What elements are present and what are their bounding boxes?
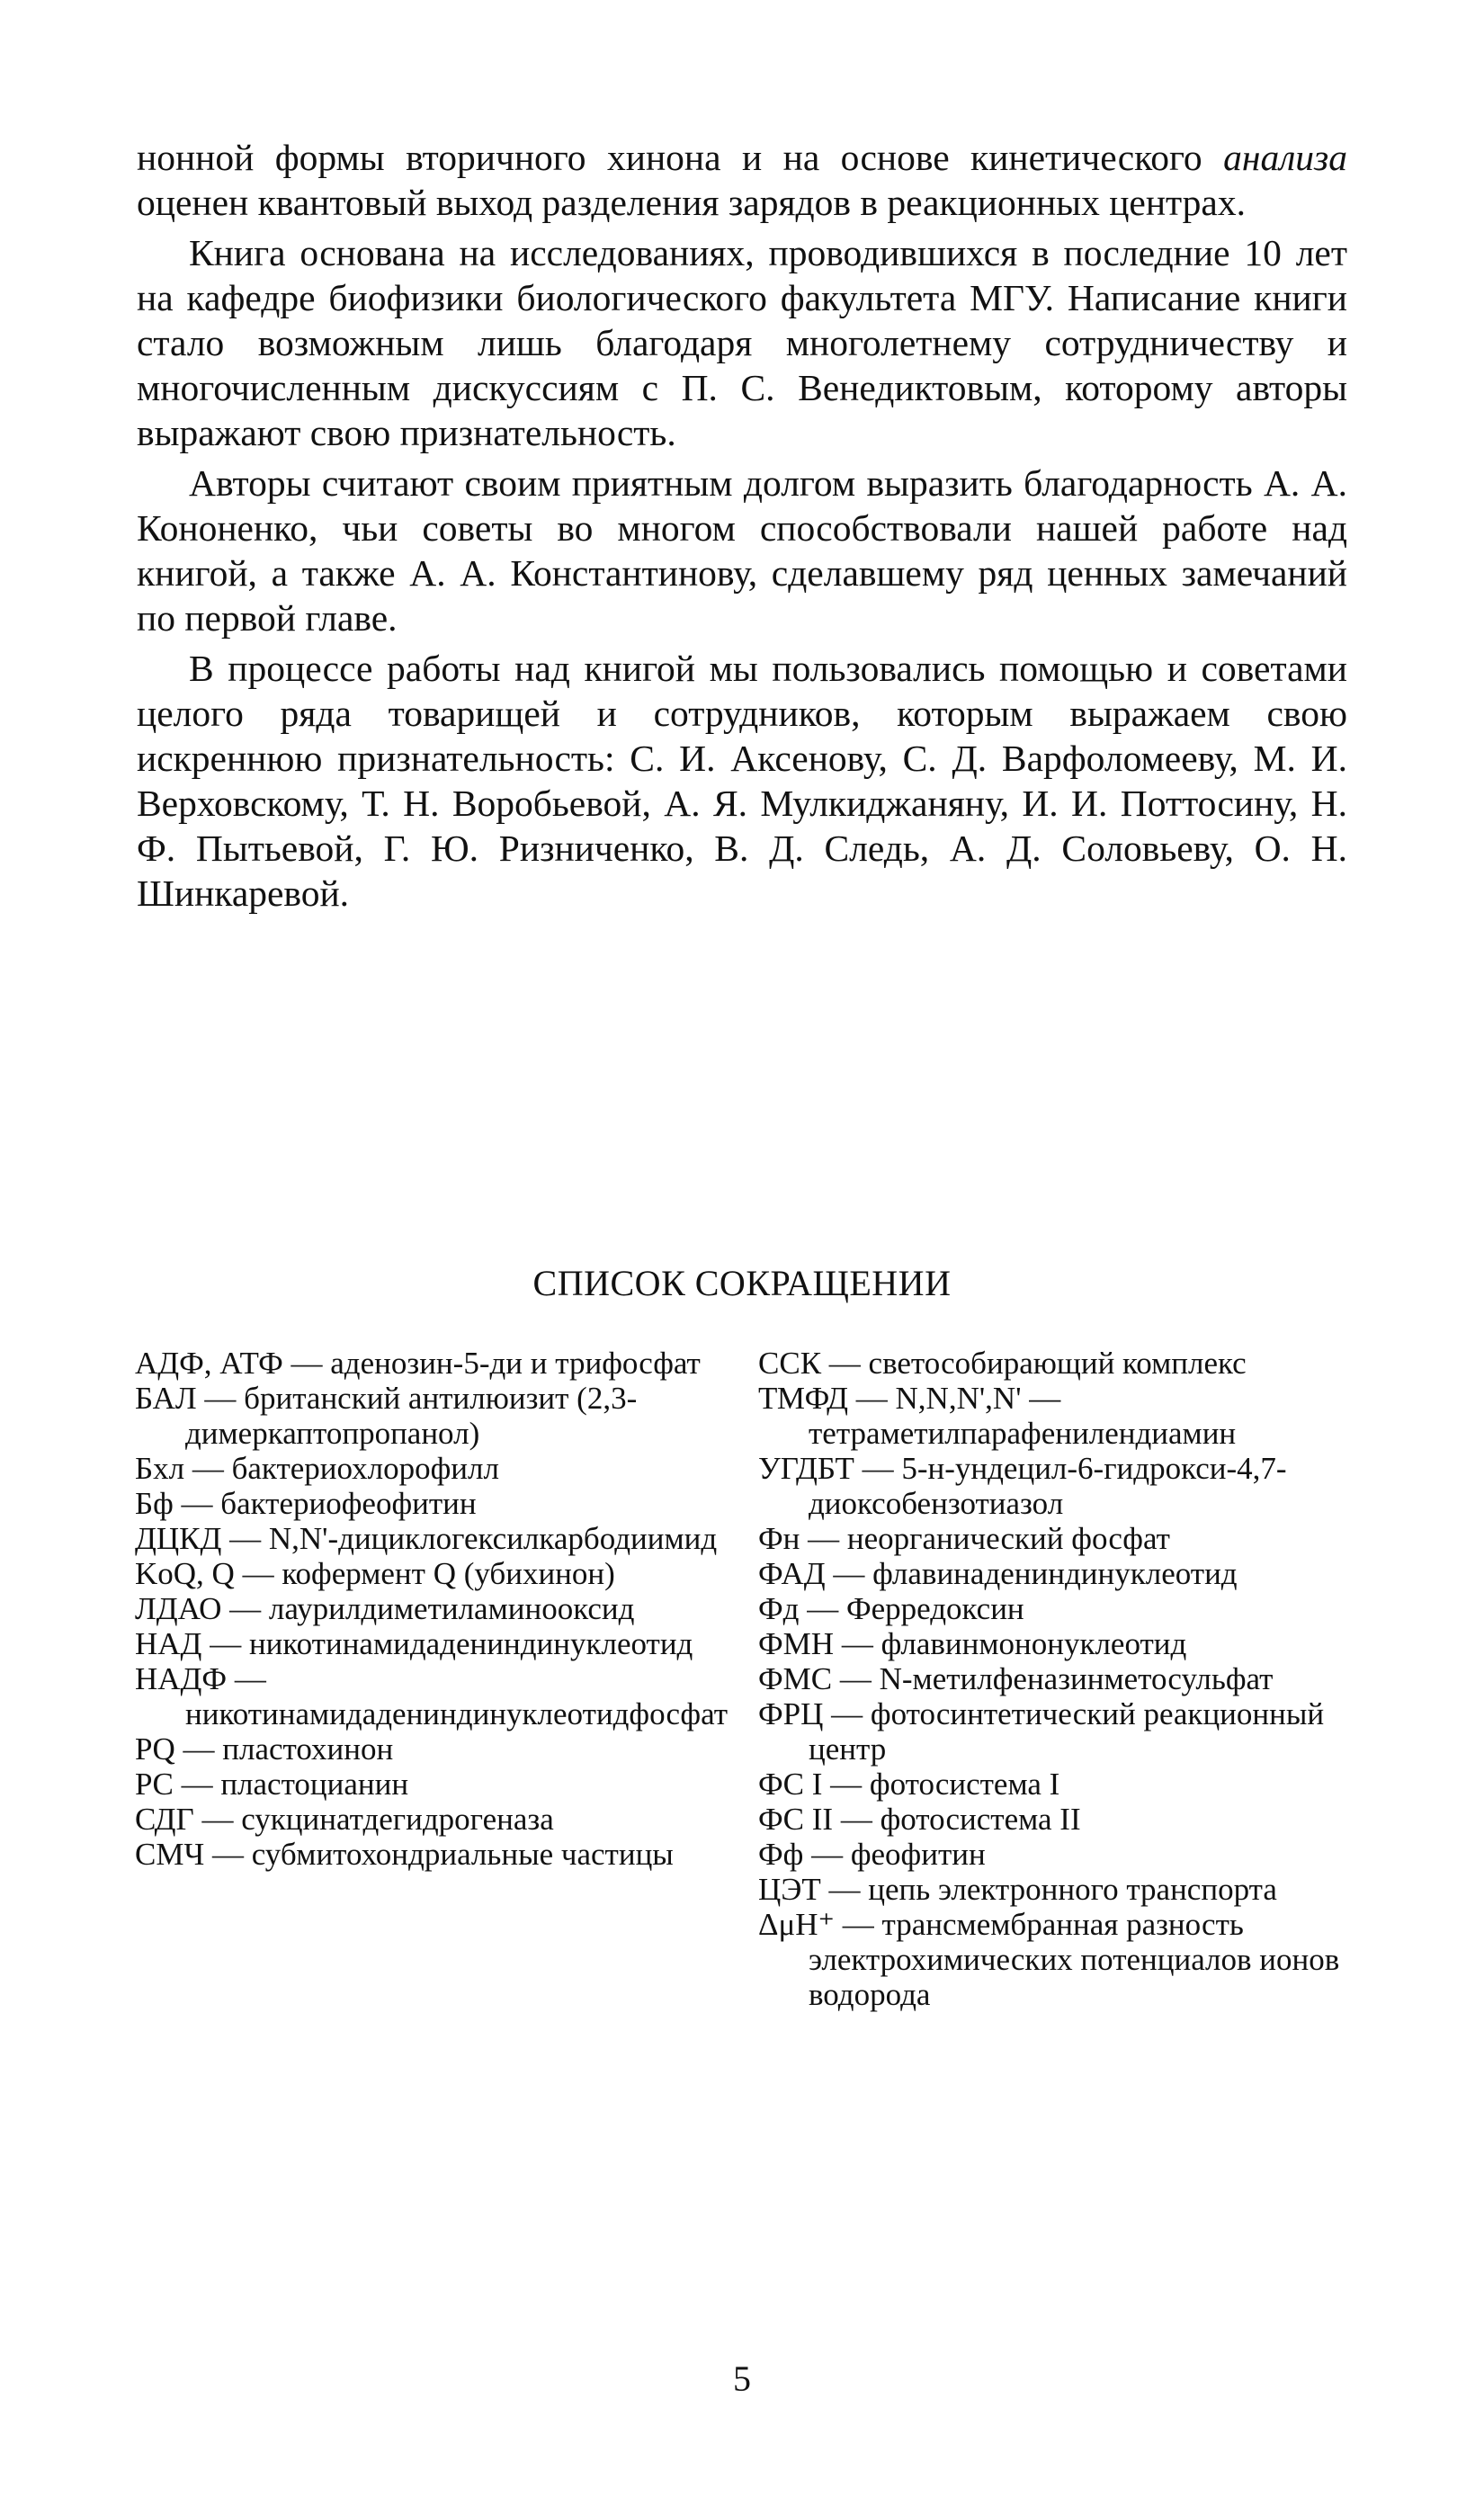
abbreviation-definition: цепь электронного транспорта [868,1872,1277,1907]
abbreviation-definition: никотинамидадениндинуклеотидфосфат [185,1696,729,1731]
abbreviation-dash: — [828,1872,861,1907]
abbreviation-term: СМЧ [135,1837,205,1872]
abbreviation-term: ФС I [758,1767,823,1802]
abbreviation-entry [758,1521,1370,1556]
abbreviation-dash: — [840,1802,872,1837]
abbreviation-definition: британский антилюизит (2,3-димеркаптопропанол) [185,1381,638,1451]
abbreviation-term: ЦЭТ [758,1872,821,1907]
abbreviation-definition: лаурилдиметиламинооксид [268,1591,635,1626]
abbreviation-term: ФРЦ [758,1696,824,1731]
abbreviation-definition: аденозин-5-ди и трифосфат [330,1346,701,1381]
abbreviation-definition: фотосистема II [880,1802,1081,1837]
abbreviation-dash: — [183,1731,215,1767]
abbreviation-definition: 5-н-ундецил-6-гидрокси-4,7-диоксобензотиазол [809,1451,1287,1521]
abbreviation-entry [758,1661,1370,1696]
abbreviation-entry [135,1661,729,1731]
abbreviation-term: Фн [758,1521,800,1556]
abbreviation-term: KoQ, Q [135,1556,235,1591]
abbreviation-term: НАД [135,1626,202,1661]
abbreviation-entry [135,1381,729,1451]
abbreviation-entry [135,1837,729,1872]
abbreviation-dash: — [841,1626,873,1661]
abbreviation-entry [758,1696,1370,1767]
abbreviation-dash: — [234,1661,266,1696]
abbreviation-dash: — [842,1907,874,1942]
paragraph-1 [137,135,1347,225]
abbreviation-term: НАДФ [135,1661,228,1696]
paragraph-2: Книга основана на исследованиях, проводившихся в последние 10 лет на кафедре биофизики биологического факультета МГУ. Написание книги стало возможным лишь благодаря многолетнему сотрудничеству и многочисленным дискуссиям с П. С. Венедиктовым, которому авторы выражают свою признательность. [137,232,1347,453]
abbreviation-definition: субмитохондриальные частицы [251,1837,674,1872]
abbreviation-term: PC [135,1767,174,1802]
abbreviation-entry [135,1486,729,1521]
abbreviation-dash: — [807,1591,839,1626]
abbreviation-definition: фотосистема I [869,1767,1060,1802]
abbreviation-entry [758,1556,1370,1591]
abbreviation-definition: феофитин [850,1837,986,1872]
abbreviation-entry [758,1872,1370,1907]
abbreviations-title: СПИСОК СОКРАЩЕНИИ [532,1263,952,1303]
abbreviation-term: УГДБТ [758,1451,854,1486]
abbreviation-entry [135,1767,729,1802]
page-number: 5 [733,2358,751,2399]
abbreviation-entry [135,1591,729,1626]
abbreviation-term: БАЛ [135,1381,197,1416]
abbreviation-term: ССК [758,1346,822,1381]
abbreviation-term: ЛДАО [135,1591,222,1626]
abbreviation-definition: неорганический фосфат [846,1521,1170,1556]
abbreviation-dash: — [839,1661,872,1696]
abbreviation-entry [758,1802,1370,1837]
abbreviation-dash: — [291,1346,323,1381]
abbreviation-term: ФМС [758,1661,833,1696]
abbreviation-dash: — [808,1521,840,1556]
abbreviation-definition: флавинадениндинуклеотид [872,1556,1238,1591]
abbreviation-term: АДФ, АТФ [135,1346,283,1381]
abbreviation-entry [135,1626,729,1661]
paragraph-1-text-b: оценен квантовый выход разделения зарядов в реакционных центрах. [137,182,1246,223]
abbreviation-dash: — [828,1346,861,1381]
abbreviation-dash: — [210,1626,242,1661]
abbreviation-dash: — [181,1767,213,1802]
abbreviation-term: ТМФД [758,1381,849,1416]
abbreviation-dash: — [830,1767,863,1802]
abbreviation-dash: — [242,1556,274,1591]
abbreviation-term: Фф [758,1837,804,1872]
abbreviation-definition: фотосинтетический реакционный центр [809,1696,1325,1767]
abbreviation-dash: — [831,1696,863,1731]
body-text [137,135,1347,921]
abbreviation-entry [758,1626,1370,1661]
paragraph-1-emphasis: анализа [1223,137,1347,178]
abbreviation-term: ДЦКД [135,1521,222,1556]
abbreviations-right-column [758,1346,1370,2012]
abbreviation-definition: N-метилфеназинметосульфат [879,1661,1274,1696]
abbreviation-entry [135,1556,729,1591]
abbreviation-definition: трансмембранная разность электрохимических потенциалов ионов водорода [809,1907,1340,2012]
abbreviation-definition: N,N'-дициклогексилкарбодиимид [268,1521,718,1556]
abbreviation-entry [758,1837,1370,1872]
abbreviation-dash: — [204,1381,237,1416]
abbreviation-definition: пластоцианин [220,1767,409,1802]
abbreviation-entry [135,1802,729,1837]
abbreviation-dash: — [192,1451,224,1486]
abbreviation-definition: кофермент Q (убихинон) [282,1556,615,1591]
abbreviation-entry [758,1346,1370,1381]
abbreviation-term: Бф [135,1486,174,1521]
abbreviation-entry [135,1731,729,1767]
abbreviation-entry [758,1907,1370,2012]
abbreviation-definition: Ферредоксин [845,1591,1024,1626]
abbreviation-term: PQ [135,1731,175,1767]
abbreviation-term: ФАД [758,1556,826,1591]
abbreviation-definition: пластохинон [222,1731,394,1767]
abbreviation-term: СДГ [135,1802,194,1837]
abbreviation-entry [758,1767,1370,1802]
abbreviation-definition: флавинмононуклеотид [881,1626,1187,1661]
abbreviation-dash: — [181,1486,213,1521]
paragraph-3: Авторы считают своим приятным долгом выразить благодарность А. А. Кононенко, чьи советы во многом способствовали нашей работе над книгой, а также А. А. Константинову, сделавшему ряд ценных замечаний по первой главе. [137,462,1347,639]
abbreviation-dash: — [211,1837,244,1872]
abbreviation-entry [135,1451,729,1486]
paragraph-1-text-a: нонной формы вторичного хинона и на основе кинетического [137,137,1224,178]
abbreviations-left-column [135,1346,729,1872]
abbreviation-dash: — [229,1591,262,1626]
abbreviation-entry [135,1346,729,1381]
abbreviation-term: ФС II [758,1802,834,1837]
abbreviation-definition: бактериофеофитин [220,1486,477,1521]
paragraph-4: В процессе работы над книгой мы пользовались помощью и советами целого ряда товарищей и сотрудников, которым выражаем свою искреннюю признательность: С. И. Аксенову, С. Д. Варфоломееву, М. И. Верховскому, Т. Н. Воробьевой, А. Я. Мулкиджаняну, И. И. Поттосину, Н. Ф. Пытьевой, Г. Ю. Ризниченко, В. Д. Следь, А. Д. Соловьеву, О. Н. Шинкаревой. [137,648,1347,914]
abbreviation-term: Бхл [135,1451,185,1486]
abbreviation-term: ФМН [758,1626,835,1661]
abbreviation-dash: — [229,1521,262,1556]
abbreviation-dash: — [855,1381,888,1416]
abbreviation-definition: бактериохлорофилл [231,1451,499,1486]
abbreviation-definition: N,N,N',N' — тетраметилпарафенилендиамин [809,1381,1237,1451]
abbreviation-entry [135,1521,729,1556]
abbreviation-dash: — [811,1837,844,1872]
abbreviation-term: ΔμH⁺ [758,1907,836,1942]
abbreviation-entry [758,1381,1370,1451]
abbreviation-dash: — [833,1556,865,1591]
abbreviation-dash: — [201,1802,234,1837]
abbreviation-entry [758,1451,1370,1521]
abbreviation-entry [758,1591,1370,1626]
abbreviation-definition: сукцинатдегидрогеназа [241,1802,554,1837]
abbreviation-dash: — [862,1451,894,1486]
abbreviation-definition: никотинамидадениндинуклеотид [248,1626,693,1661]
abbreviation-term: Фд [758,1591,800,1626]
abbreviation-definition: светособирающий комплекс [868,1346,1247,1381]
